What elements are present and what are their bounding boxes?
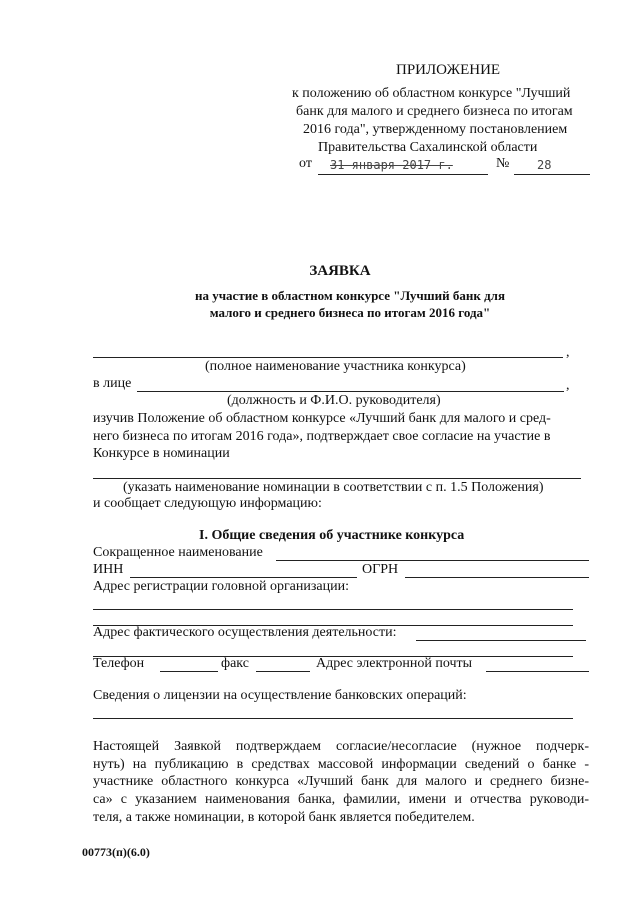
- reg-address-label: Адрес регистрации головной организации:: [93, 579, 349, 594]
- ogrn-field[interactable]: [405, 577, 589, 578]
- application-title: ЗАЯВКА: [309, 263, 371, 279]
- phone-label: Телефон: [93, 656, 145, 671]
- consent-line-1: Настоящей Заявкой подтверждаем согласие/несогласие (нужное подчерк-: [93, 739, 589, 754]
- license-field[interactable]: [93, 718, 573, 719]
- appendix-line-3: 2016 года", утвержденному постановлением: [303, 122, 568, 137]
- nomination-caption: (указать наименование номинации в соответствии с п. 1.5 Положения): [123, 480, 544, 495]
- appendix-heading: ПРИЛОЖЕНИЕ: [396, 62, 501, 78]
- date-underline: [318, 174, 488, 175]
- application-subtitle-2: малого и среднего бизнеса по итогам 2016 года": [209, 305, 491, 320]
- inn-label: ИНН: [93, 562, 124, 577]
- comma-1: ,: [566, 345, 570, 360]
- consent-line-3: участнике областного конкурса «Лучший банк для малого и среднего бизне-: [93, 774, 589, 789]
- appendix-number-label: №: [496, 156, 510, 171]
- intro-paragraph-line-2: него бизнеса по итогам 2016 года», подтверждает свое согласие на участие в: [93, 429, 551, 444]
- comma-2: ,: [566, 378, 570, 393]
- intro-paragraph-line-1: изучив Положение об областном конкурсе «Лучший банк для малого и сред-: [93, 411, 551, 426]
- ogrn-label: ОГРН: [362, 562, 399, 577]
- in-person-label: в лице: [93, 376, 132, 391]
- manager-caption: (должность и Ф.И.О. руководителя): [227, 393, 441, 408]
- participant-name-caption: (полное наименование участника конкурса): [205, 359, 466, 374]
- short-name-label: Сокращенное наименование: [93, 545, 263, 560]
- phone-field[interactable]: [160, 671, 218, 672]
- appendix-line-2: банк для малого и среднего бизнеса по итогам: [296, 104, 573, 119]
- section-1-heading: I. Общие сведения об участнике конкурса: [199, 528, 465, 543]
- footer-document-code: 00773(п)(6.0): [82, 845, 150, 859]
- number-underline: [514, 174, 590, 175]
- appendix-from-label: от: [299, 156, 312, 171]
- consent-line-4: са» с указанием наименования банка, фамилии, имени и отчества руководи-: [93, 792, 589, 807]
- fax-field[interactable]: [256, 671, 310, 672]
- date-value: 31 января 2017 г.: [330, 158, 453, 172]
- nomination-field[interactable]: [93, 478, 581, 479]
- consent-line-5: теля, а также номинации, в которой банк является победителем.: [93, 810, 475, 825]
- reg-address-field-1[interactable]: [93, 609, 573, 610]
- fax-label: факс: [221, 656, 249, 671]
- email-field[interactable]: [486, 671, 589, 672]
- inn-field[interactable]: [130, 577, 357, 578]
- application-subtitle-1: на участие в областном конкурсе "Лучший банк для: [194, 288, 506, 303]
- email-label: Адрес электронной почты: [316, 656, 473, 671]
- actual-address-field-1[interactable]: [416, 640, 586, 641]
- consent-line-2: нуть) на публикацию в средствах массовой информации сведений о банке -: [93, 757, 589, 772]
- actual-address-label: Адрес фактического осуществления деятельности:: [93, 625, 397, 640]
- license-label: Сведения о лицензии на осуществление банковских операций:: [93, 688, 467, 703]
- info-intro-line: и сообщает следующую информацию:: [93, 496, 322, 511]
- manager-field[interactable]: [137, 391, 564, 392]
- short-name-field[interactable]: [276, 560, 589, 561]
- participant-name-field[interactable]: [93, 357, 563, 358]
- number-value: 28: [537, 158, 552, 172]
- appendix-line-4: Правительства Сахалинской области: [318, 140, 538, 155]
- intro-paragraph-line-3: Конкурсе в номинации: [93, 446, 230, 461]
- appendix-line-1: к положению об областном конкурсе "Лучший: [292, 86, 571, 101]
